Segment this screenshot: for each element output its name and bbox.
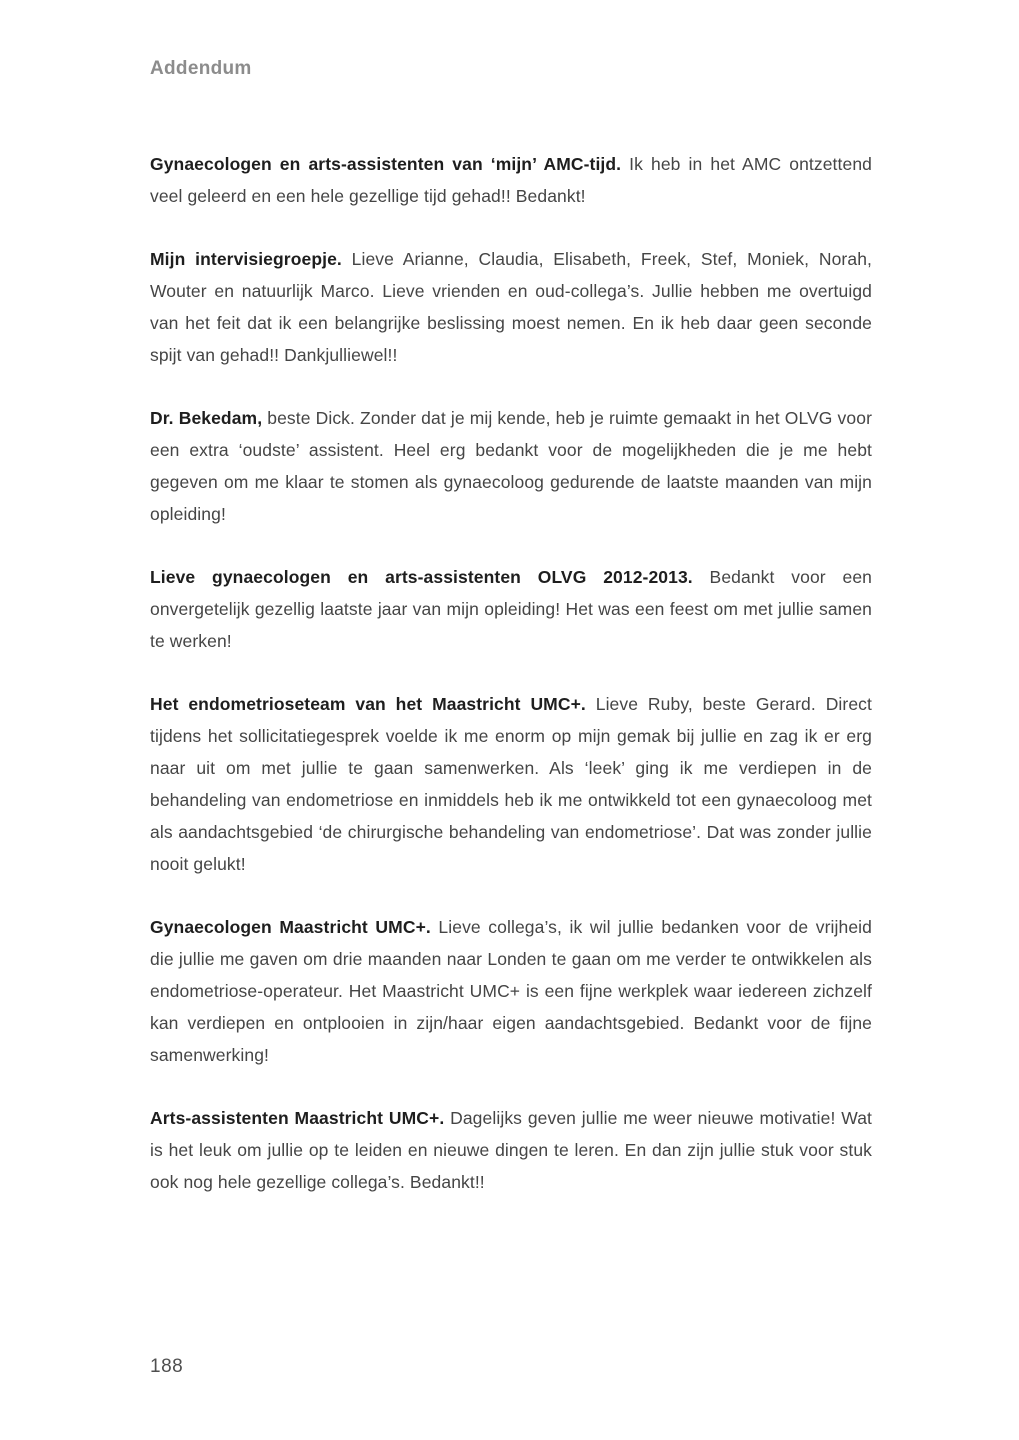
paragraph [150,561,872,657]
paragraph-body: beste Dick. Zonder dat je mij kende, heb je ruimte gemaakt in het OLVG voor een extra ‘oudste’ assistent. Heel erg bedankt voor de mogelijkheden die je me hebt gegeven om me klaar te stomen als gynaecoloog gedurende de laatste maanden van mijn opleiding! [150,408,872,524]
running-header: Addendum [150,58,252,79]
paragraph-lead: Arts-assistenten Maastricht UMC+. [150,1108,445,1128]
paragraph-lead: Lieve gynaecologen en arts-assistenten OLVG 2012-2013. [150,567,693,587]
paragraph-lead: Mijn intervisiegroepje. [150,249,342,269]
paragraph-body: Bedankt voor een onvergetelijk gezellig laatste jaar van mijn opleiding! Het was een feest om met jullie samen te werken! [150,567,872,651]
paragraph-lead: Dr. Bekedam, [150,408,263,428]
paragraph-body: Dagelijks geven jullie me weer nieuwe motivatie! Wat is het leuk om jullie op te leiden en nieuwe dingen te leren. En dan zijn jullie stuk voor stuk ook nog hele gezellige collega’s. Bedankt!! [150,1108,872,1192]
paragraph [150,243,872,371]
paragraph-body: Lieve Arianne, Claudia, Elisabeth, Freek, Stef, Moniek, Norah, Wouter en natuurlijk Marco. Lieve vrienden en oud-collega’s. Jullie hebben me overtuigd van het feit dat ik een belangrijke beslissing moest nemen. En ik heb daar geen seconde spijt van gehad!! Dankjulliewel!! [150,249,872,365]
acknowledgments-text [150,148,872,1229]
paragraph-body: Lieve Ruby, beste Gerard. Direct tijdens het sollicitatiegesprek voelde ik me enorm op mijn gemak bij jullie en zag ik er erg naar uit om met jullie te gaan samenwerken. Als ‘leek’ ging ik me verdiepen in de behandeling van endometriose en inmiddels heb ik me ontwikkeld tot een gynaecoloog met als aandachtsgebied ‘de chirurgische behandeling van endometriose’. Dat was zonder jullie nooit gelukt! [150,694,872,874]
paragraph [150,688,872,880]
paragraph [150,911,872,1071]
paragraph-body: Lieve collega’s, ik wil jullie bedanken voor de vrijheid die jullie me gaven om drie maanden naar Londen te gaan om me verder te ontwikkelen als endometriose-operateur. Het Maastricht UMC+ is een fijne werkplek waar iedereen zichzelf kan verdiepen en ontplooien in zijn/haar eigen aandachtsgebied. Bedankt voor de fijne samenwerking! [150,917,872,1065]
page-number: 188 [150,1356,184,1377]
paragraph-lead: Gynaecologen en arts-assistenten van ‘mijn’ AMC-tijd. [150,154,622,174]
paragraph-lead: Gynaecologen Maastricht UMC+. [150,917,431,937]
paragraph [150,1102,872,1198]
paragraph [150,402,872,530]
paragraph-lead: Het endometrioseteam van het Maastricht UMC+. [150,694,586,714]
paragraph-body: Ik heb in het AMC ontzettend veel geleerd en een hele gezellige tijd gehad!! Bedankt! [150,154,872,206]
paragraph [150,148,872,212]
